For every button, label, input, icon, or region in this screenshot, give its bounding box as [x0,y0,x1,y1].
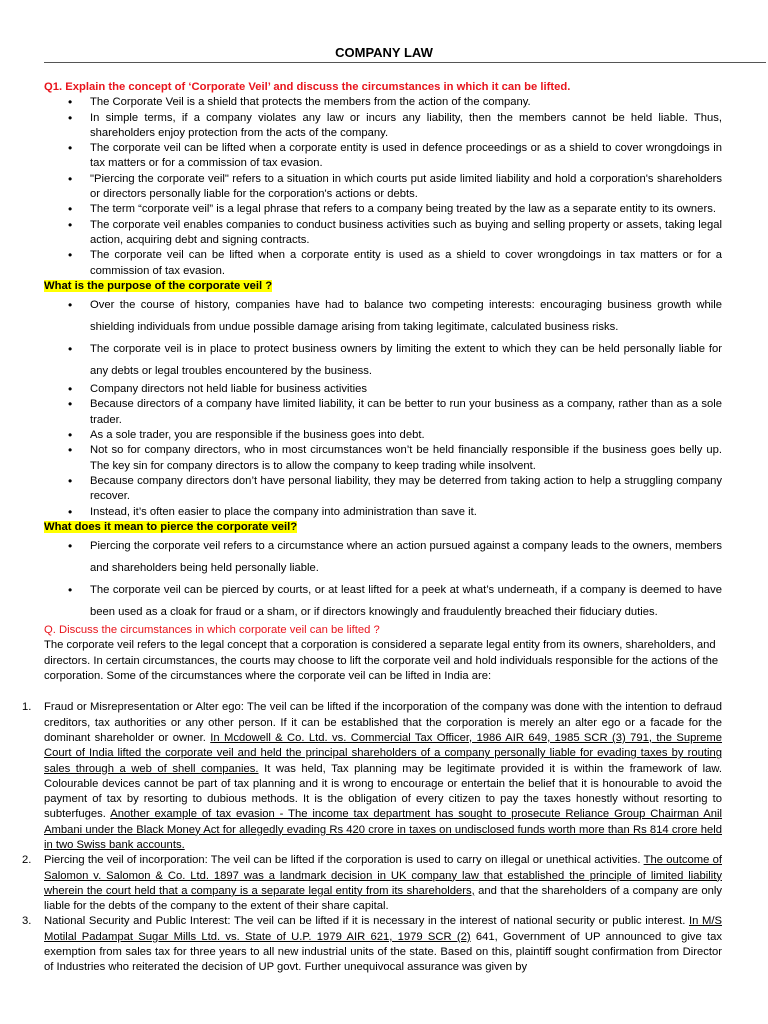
bullet-item: • Because company directors don’t have personal liability, they may be deterred from taking action to help a struggling company recover. [90,474,722,505]
pierce-heading-wrap [44,520,722,535]
case-citation-text: In Mcdowell & Co. Ltd. vs. Commercial Tax Officer, 1986 AIR 649, 1985 SCR (3) 791, the Supreme Court of India lifted the corporate veil and held the principal shareholders of a company personally liable for evading taxes by routing sales through a web of shell companies. [44,731,722,775]
q1-heading: Q1. Explain the concept of ‘Corporate Veil’ and discuss the circumstances in which it can be lifted. [44,81,571,93]
item-text: It was held, Tax planning may be legitimate provided it is within the framework of law. Colourable devices cannot be part of tax planning and it is wrong to encourage or entertain the belief that it is honourable to avoid the payment of tax by resorting to dubious methods. It is the obligation of every citizen to pay the taxes honestly without resorting to subterfuges. [44,762,722,821]
bullet-item: • The corporate veil can be lifted when a corporate entity is used as a shield to cover wrongdoings in tax matters or for a commission of tax evasion. [90,248,722,279]
q2-numbered-list [22,700,723,975]
numbered-item [22,914,722,975]
numbered-item [22,700,723,853]
item-text: 641, Government of UP announced to give tax exemption from sales tax for three years to all new industrial units of the state. Based on this, plaintiff sought confirmation from Director of Industries who reiterated the decision of UP govt. Further unequivocal assurance was given by [44,930,722,974]
bullet-item: • Over the course of history, companies have had to balance two competing interests: encouraging business growth while shielding individuals from undue possible damage arising from taking legitimate, calculated business risks. [90,294,722,338]
bullet-item: • Instead, it’s often easier to place the company into administration than save it. [90,505,722,520]
bullet-item: • Piercing the corporate veil refers to a circumstance where an action pursued against a company leads to the owners, members and shareholders being held personally liable. [90,535,722,579]
bullet-item: • The corporate veil is in place to protect business owners by limiting the extent to which they can be held personally liable for any debts or legal troubles encountered by the business. [90,338,722,382]
item-text: Piercing the veil of incorporation: The veil can be lifted if the corporation is used to carry on illegal or unethical activities. [44,854,644,867]
q2-intro: The corporate veil refers to the legal concept that a corporation is considered a separate legal entity from its owners, shareholders, and directors. In certain circumstances, the courts may choose to lift the corporate veil and hold individuals responsible for the actions of the corporation. Some of the circumstances where the corporate veil can be lifted in India are: [44,639,719,683]
bullet-item: • Not so for company directors, who in most circumstances won’t be held financially responsible if the business goes belly up. The key sin for company directors is to allow the company to keep trading while insolvent. [90,443,722,474]
item-text: Fraud or Misrepresentation or Alter ego: The veil can be lifted if the incorporation of the company was done with the intention to defraud creditors, tax authorities or any other person. If it can be established that the corporation is merely an alter ego or a facade for the dominant shareholder or owner. [44,701,722,744]
q2-heading: Q. Discuss the circumstances in which corporate veil can be lifted ? [44,624,380,637]
bullet-item: • Because directors of a company have limited liability, it can be better to run your business as a company, rather than as a sole trader. [90,397,722,428]
bullet-item: • The corporate veil can be pierced by courts, or at least lifted for a peek at what’s underneath, if a company is deemed to have been used as a cloak for fraud or a sham, or if directors knowingly and fraudulently breached their fiduciary duties. [90,579,722,623]
title-divider [44,62,766,63]
document-body [22,80,723,976]
item-number: 1. [22,701,32,714]
purpose-heading: What is the purpose of the corporate veil ? [44,279,273,292]
q1-bullet-list [44,95,722,279]
pierce-bullet-list [44,535,722,623]
spacer [44,684,722,700]
purpose-heading-wrap [44,279,722,294]
numbered-item [22,853,722,914]
item-text: and that the shareholders of a company are only liable for the debts of the company to the extent of their share capital. [44,884,722,913]
bullet-item: • Company directors not held liable for business activities [90,382,722,397]
bullet-item: • The Corporate Veil is a shield that protects the members from the action of the company. [90,95,722,110]
case-citation-text: The outcome of Salomon v. Salomon & Co. Ltd. 1897 was a landmark decision in UK company law that established the principle of limited liability wherein the court held that a company is a separate legal entity from its shareholders, [44,854,722,897]
bullet-item: • As a sole trader, you are responsible if the business goes into debt. [90,428,722,443]
item-text: National Security and Public Interest: The veil can be lifted if it is necessary in the interest of national security or public interest. [44,915,689,928]
document-title: COMPANY LAW [335,45,433,60]
bullet-item: • The term “corporate veil” is a legal phrase that refers to a company being treated by the law as a separate entity to its owners. [90,202,722,217]
case-citation-text: Another example of tax evasion - The income tax department has sought to prosecute Reliance Group Chairman Anil Ambani under the Black Money Act for allegedly evading Rs 420 crore in taxes on undisclosed funds worth more than Rs 814 crore held in two Swiss bank accounts. [44,808,723,851]
item-number: 2. [22,854,32,867]
case-citation-text: In M/S Motilal Padampat Sugar Mills Ltd. vs. State of U.P. 1979 AIR 621, 1979 SCR (2) [44,915,722,943]
purpose-bullet-list-wide [44,294,722,382]
pierce-heading: What does it mean to pierce the corporate veil? [44,520,298,533]
bullet-item: • The corporate veil can be lifted when a corporate entity is used in defence proceedings or as a shield to cover wrongdoings in tax matters or for a commission of tax evasion. [90,141,722,172]
item-number: 3. [22,915,32,928]
bullet-item: • The corporate veil enables companies to conduct business activities such as buying and selling property or assets, taking legal action, acquiring debt and signing contracts. [90,218,722,249]
purpose-bullet-list [44,382,722,520]
bullet-item: • "Piercing the corporate veil" refers to a situation in which courts put aside limited liability and hold a corporation's shareholders or directors personally liable for the corporation's actions or debts. [90,172,722,203]
bullet-item: • In simple terms, if a company violates any law or incurs any liability, then the members cannot be held liable. Thus, shareholders enjoy protection from the acts of the company. [90,111,722,142]
